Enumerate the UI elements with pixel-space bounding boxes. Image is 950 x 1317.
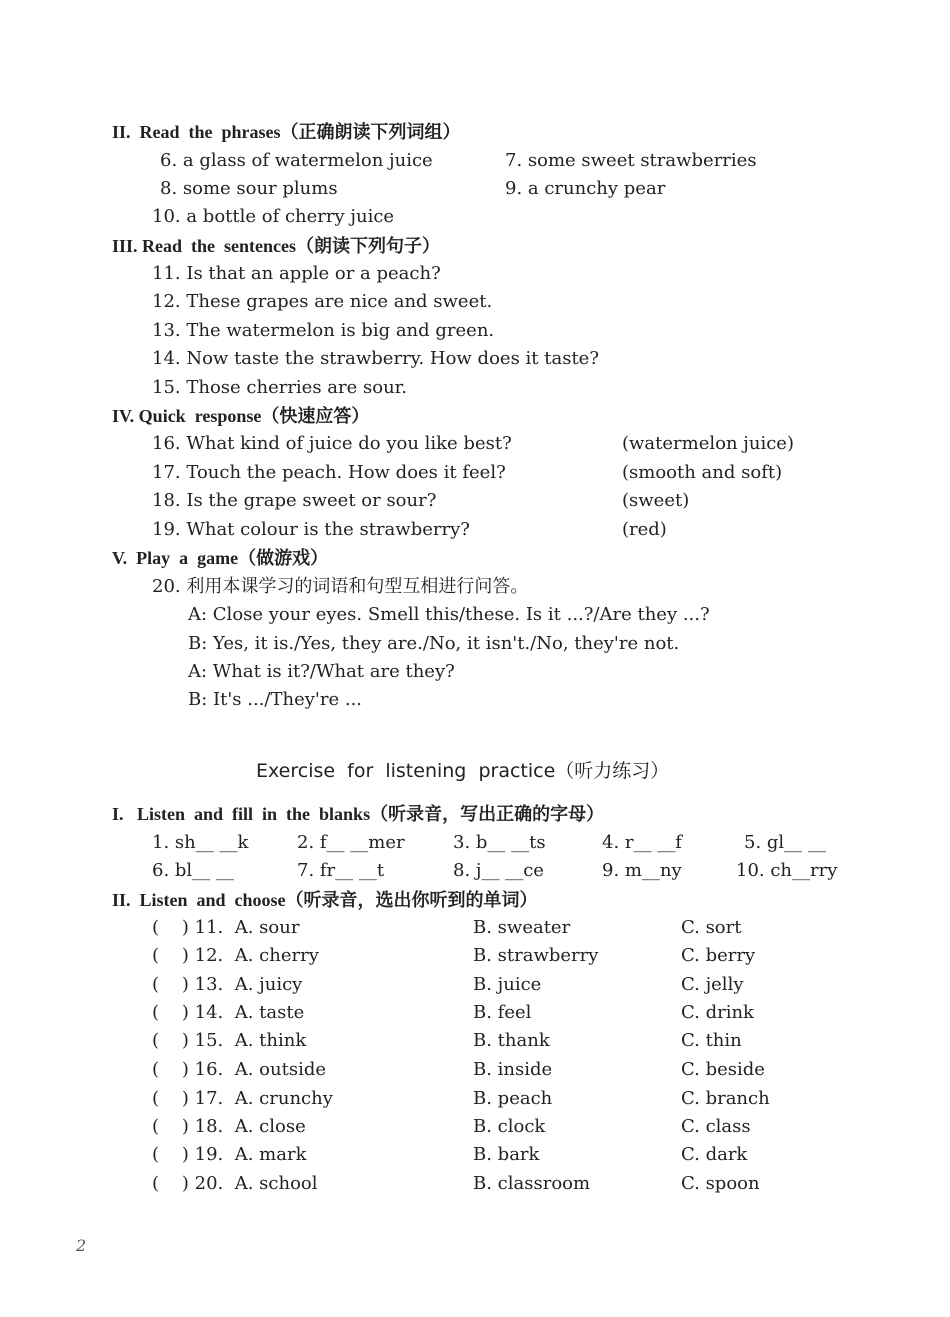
dialogue-line: B: It's .../They're ...: [188, 689, 363, 710]
listening-part1-heading: I. Listen and fill in the blanks（听录音，写出正确的字母）: [112, 804, 605, 824]
choice-option-c: C. dark: [681, 1144, 748, 1165]
choice-option-a: ( ) 15. A. think: [152, 1030, 307, 1051]
sentence-item: 11. Is that an apple or a peach?: [152, 263, 441, 284]
choice-option-b: B. juice: [473, 974, 542, 995]
choice-option-b: B. inside: [473, 1059, 553, 1080]
choice-option-a: ( ) 16. A. outside: [152, 1059, 326, 1080]
blank-item: 2. f__ __mer: [297, 832, 405, 853]
choice-option-b: B. thank: [473, 1030, 550, 1051]
choice-option-b: B. feel: [473, 1002, 532, 1023]
phrase-item: 7. some sweet strawberries: [505, 150, 757, 171]
sentence-item: 14. Now taste the strawberry. How does it taste?: [152, 348, 599, 369]
response-answer: (sweet): [622, 490, 690, 511]
response-answer: (smooth and soft): [622, 462, 783, 483]
choice-option-a: ( ) 12. A. cherry: [152, 945, 319, 966]
dialogue-line: A: Close your eyes. Smell this/these. Is it ...?/Are they ...?: [188, 604, 710, 625]
choice-option-a: ( ) 19. A. mark: [152, 1144, 307, 1165]
choice-option-b: B. clock: [473, 1116, 546, 1137]
blank-item: 3. b__ __ts: [453, 832, 546, 853]
dialogue-line: A: What is it?/What are they?: [188, 661, 455, 682]
choice-option-c: C. thin: [681, 1030, 742, 1051]
response-question: 19. What colour is the strawberry?: [152, 519, 470, 540]
choice-option-c: C. branch: [681, 1088, 770, 1109]
blank-item: 8. j__ __ce: [453, 860, 544, 881]
response-question: 18. Is the grape sweet or sour?: [152, 490, 437, 511]
choice-option-a: ( ) 13. A. juicy: [152, 974, 303, 995]
section-ii-heading: II. Read the phrases（正确朗读下列词组）: [112, 122, 461, 142]
choice-option-c: C. beside: [681, 1059, 765, 1080]
choice-option-b: B. strawberry: [473, 945, 599, 966]
choice-option-b: B. classroom: [473, 1173, 591, 1194]
choice-option-b: B. bark: [473, 1144, 540, 1165]
phrase-item: 6. a glass of watermelon juice: [160, 150, 433, 171]
response-question: 16. What kind of juice do you like best?: [152, 433, 512, 454]
sentence-item: 12. These grapes are nice and sweet.: [152, 291, 493, 312]
blank-item: 9. m__ny: [602, 860, 682, 881]
phrase-item: 8. some sour plums: [160, 178, 338, 199]
choice-option-c: C. berry: [681, 945, 756, 966]
response-answer: (watermelon juice): [622, 433, 794, 454]
choice-option-c: C. class: [681, 1116, 751, 1137]
game-instruction: 20. 利用本课学习的词语和句型互相进行问答。: [152, 576, 529, 597]
choice-option-c: C. drink: [681, 1002, 754, 1023]
phrase-item: 9. a crunchy pear: [505, 178, 666, 199]
page-number: 2: [76, 1236, 87, 1255]
response-answer: (red): [622, 519, 667, 540]
sentence-item: 15. Those cherries are sour.: [152, 377, 408, 398]
dialogue-line: B: Yes, it is./Yes, they are./No, it isn't./No, they're not.: [188, 633, 680, 654]
choice-option-c: C. spoon: [681, 1173, 760, 1194]
choice-option-a: ( ) 18. A. close: [152, 1116, 306, 1137]
choice-option-b: B. sweater: [473, 917, 571, 938]
blank-item: 4. r__ __f: [602, 832, 682, 853]
blank-item: 7. fr__ __t: [297, 860, 385, 881]
listening-part2-heading: II. Listen and choose（听录音，选出你听到的单词）: [112, 890, 538, 910]
blank-item: 5. gl__ __: [744, 832, 826, 853]
section-iv-heading: IV. Quick response（快速应答）: [112, 406, 370, 426]
blank-item: 1. sh__ __k: [152, 832, 249, 853]
section-v-heading: V. Play a game（做游戏）: [112, 548, 329, 568]
choice-option-a: ( ) 14. A. taste: [152, 1002, 305, 1023]
sentence-item: 13. The watermelon is big and green.: [152, 320, 495, 341]
choice-option-c: C. jelly: [681, 974, 744, 995]
choice-option-c: C. sort: [681, 917, 742, 938]
choice-option-a: ( ) 17. A. crunchy: [152, 1088, 333, 1109]
choice-option-a: ( ) 11. A. sour: [152, 917, 300, 938]
section-iii-heading: III. Read the sentences（朗读下列句子）: [112, 236, 440, 256]
choice-option-b: B. peach: [473, 1088, 553, 1109]
response-question: 17. Touch the peach. How does it feel?: [152, 462, 506, 483]
blank-item: 6. bl__ __: [152, 860, 234, 881]
blank-item: 10. ch__rry: [736, 860, 838, 881]
listening-title: Exercise for listening practice（听力练习）: [256, 760, 670, 782]
phrase-item: 10. a bottle of cherry juice: [152, 206, 395, 227]
choice-option-a: ( ) 20. A. school: [152, 1173, 318, 1194]
